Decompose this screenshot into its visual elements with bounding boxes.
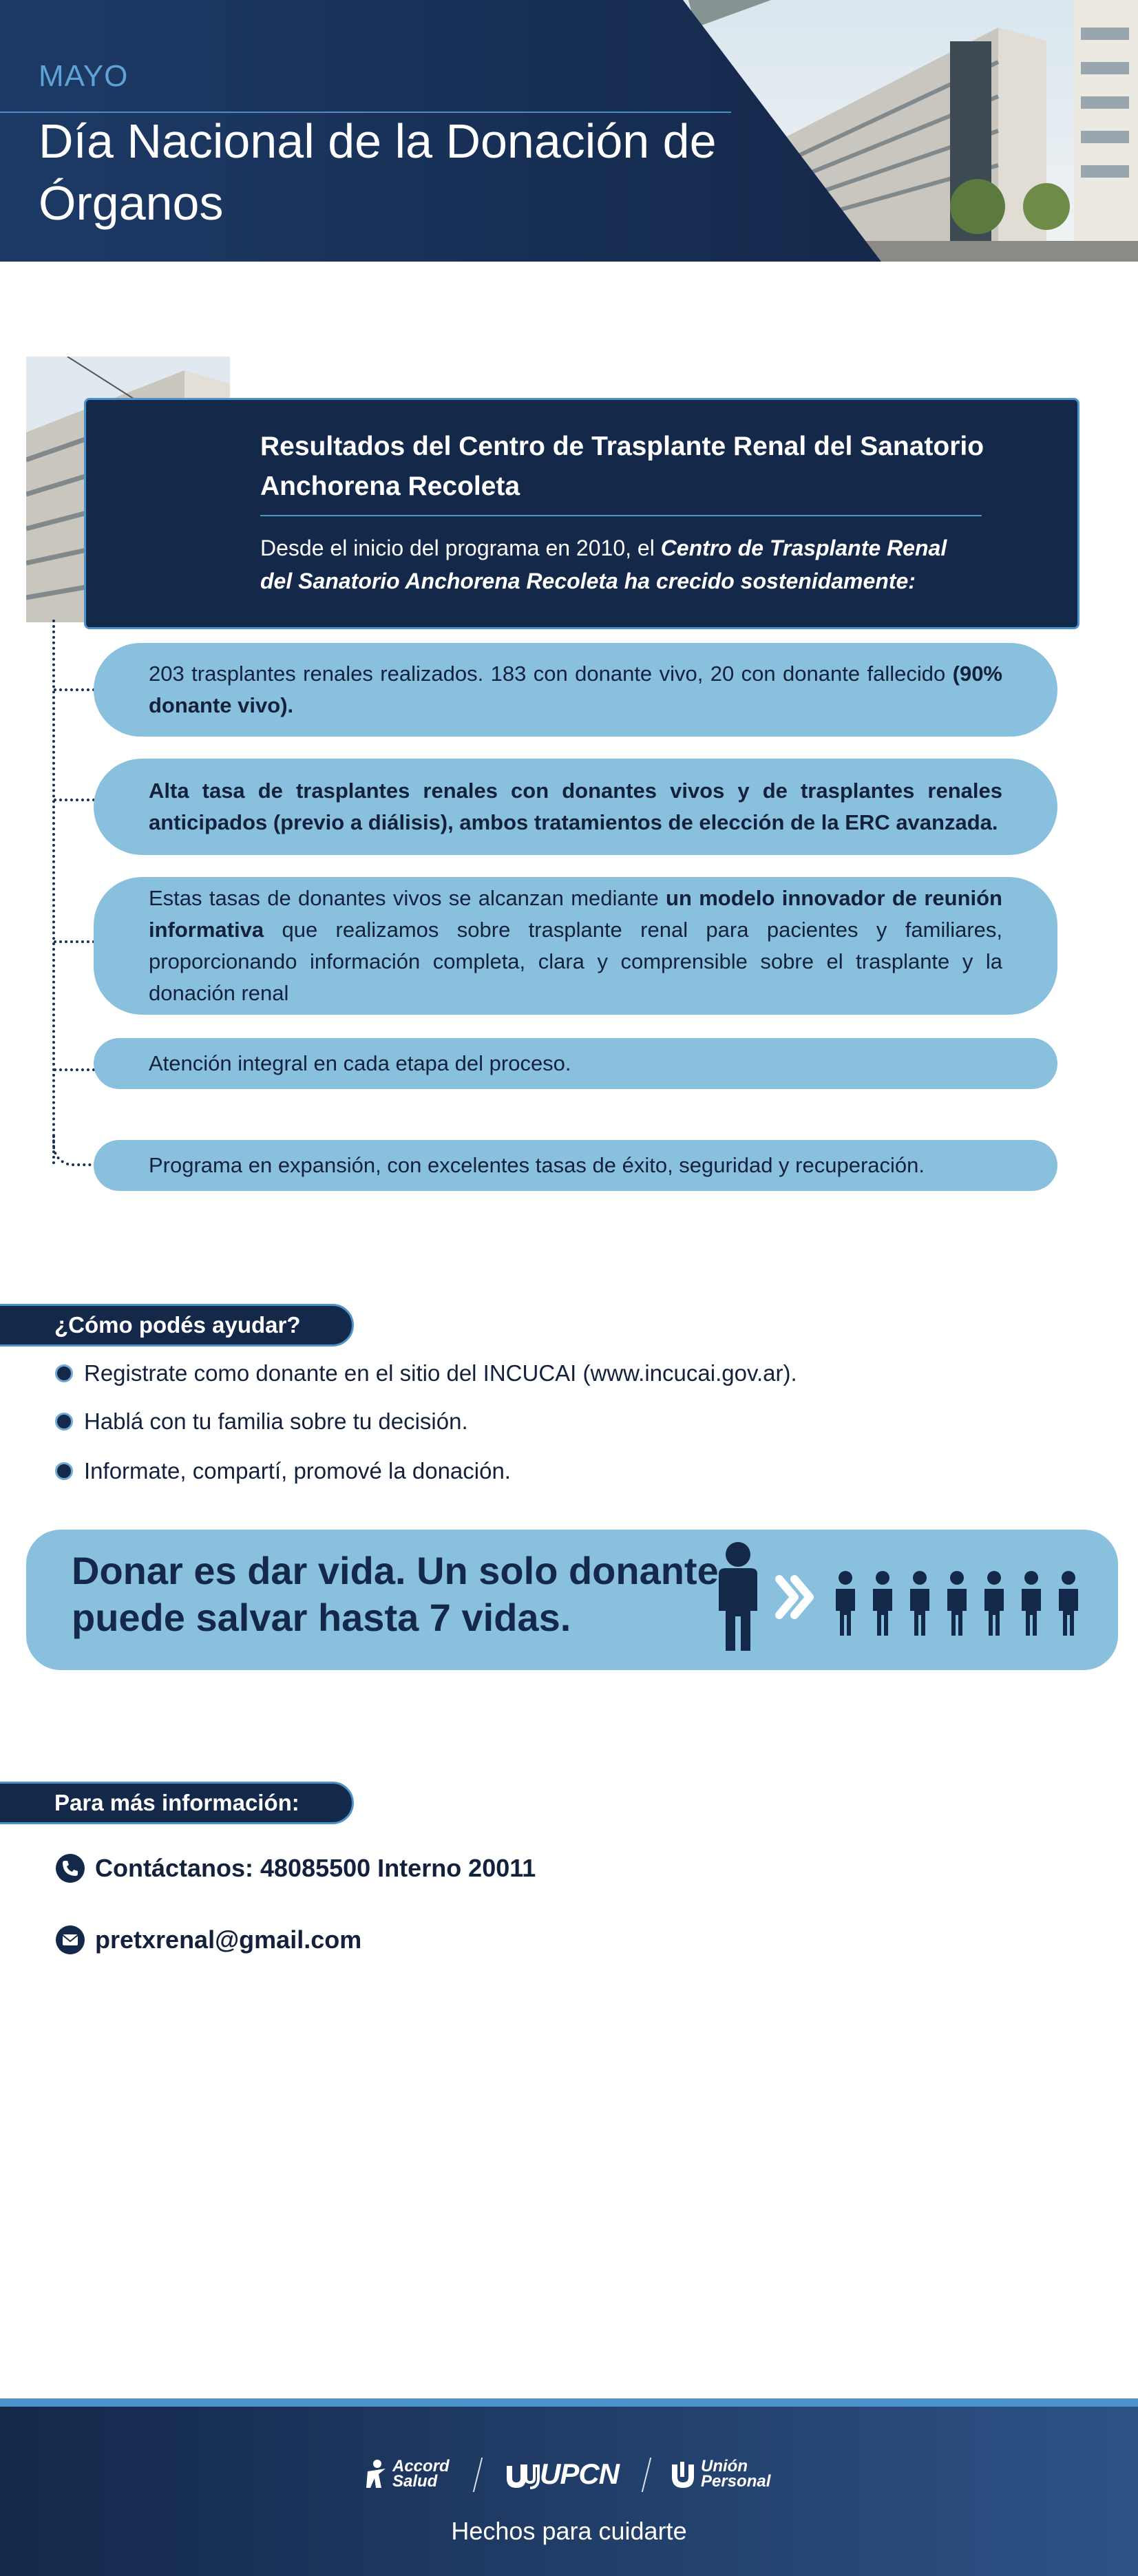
help-heading: ¿Cómo podés ayudar? bbox=[0, 1304, 354, 1347]
results-divider bbox=[260, 515, 982, 516]
brand-accord-line2: Salud bbox=[392, 2472, 438, 2491]
contact-email[interactable] bbox=[55, 1925, 361, 1955]
brand-upcn bbox=[504, 2453, 619, 2495]
upcn-logo-icon bbox=[504, 2459, 540, 2489]
result-item bbox=[94, 1038, 1057, 1089]
brand-union-personal bbox=[669, 2453, 770, 2495]
contact-heading: Para más información: bbox=[0, 1782, 354, 1824]
timeline-connector bbox=[54, 940, 95, 943]
contact-email-text: pretxrenal@gmail.com bbox=[95, 1925, 362, 1954]
timeline-connector bbox=[54, 1068, 95, 1071]
help-bullet bbox=[55, 1454, 511, 1488]
donor-graphic bbox=[709, 1535, 1095, 1659]
timeline-connector bbox=[54, 688, 95, 691]
result-bold: un modelo innovador de reunión informativa bbox=[149, 886, 1002, 942]
bullet-dot-icon bbox=[55, 1413, 73, 1430]
header bbox=[0, 0, 1138, 262]
person-icon bbox=[873, 1571, 892, 1636]
person-icon bbox=[910, 1571, 929, 1636]
brand-accord-line1: Accord bbox=[392, 2457, 450, 2475]
results-title: Resultados del Centro de Trasplante Renal del Sanatorio Anchorena Recoleta bbox=[260, 432, 984, 501]
result-text: que realizamos sobre trasplante renal para pacientes y familiares, proporcionando información completa, clara y comprensible sobre el trasplante y la donación renal bbox=[149, 918, 1002, 1005]
brand-union-line1: Unión bbox=[701, 2457, 748, 2475]
person-icon bbox=[984, 1571, 1004, 1636]
phone-icon bbox=[55, 1853, 85, 1883]
timeline-connector bbox=[54, 799, 95, 801]
bullet-dot-icon bbox=[55, 1364, 73, 1382]
result-bold: Alta tasa de trasplantes renales con donantes vivos y de trasplantes renales anticipados (previo a diálisis), ambos tratamientos de elección de la ERC avanzada. bbox=[149, 779, 1002, 834]
timeline-curve bbox=[52, 1136, 99, 1166]
result-bold: (90% donante vivo). bbox=[149, 662, 1002, 717]
bullet-dot-icon bbox=[55, 1462, 73, 1480]
help-bullet-text: Registrate como donante en el sitio del INCUCAI (www.incucai.gov.ar). bbox=[84, 1360, 797, 1386]
results-intro-emphasis: Centro de Trasplante Renal del Sanatorio Anchorena Recoleta ha crecido sostenidamente: bbox=[260, 536, 947, 593]
help-bullet bbox=[55, 1404, 468, 1439]
results-intro bbox=[260, 531, 976, 598]
union-personal-logo-icon bbox=[669, 2459, 697, 2489]
accord-logo-icon bbox=[365, 2459, 388, 2489]
contact-phone[interactable] bbox=[55, 1853, 536, 1883]
person-icon bbox=[1059, 1571, 1078, 1636]
result-item bbox=[94, 877, 1057, 1015]
person-icon bbox=[719, 1542, 757, 1651]
help-bullet bbox=[55, 1356, 797, 1391]
help-bullet-text: Informate, compartí, promové la donación. bbox=[84, 1458, 511, 1484]
contact-phone-text: Contáctanos: 48085500 Interno 20011 bbox=[95, 1854, 536, 1882]
result-text: Estas tasas de donantes vivos se alcanzan mediante bbox=[149, 886, 666, 910]
footer bbox=[0, 2398, 1138, 2576]
timeline-line bbox=[52, 620, 55, 1165]
result-text: Programa en expansión, con excelentes tasas de éxito, seguridad y recuperación. bbox=[149, 1153, 925, 1177]
result-item bbox=[94, 1140, 1057, 1191]
person-icon bbox=[836, 1571, 855, 1636]
results-intro-lead: Desde el inicio del programa en 2010, el bbox=[260, 536, 661, 560]
month-label: MAYO bbox=[39, 59, 129, 93]
help-bullet-text: Hablá con tu familia sobre tu decisión. bbox=[84, 1408, 468, 1434]
brand-accord-salud bbox=[365, 2453, 450, 2495]
envelope-icon bbox=[55, 1925, 85, 1955]
page-title: Día Nacional de la Donación de Órganos bbox=[39, 114, 717, 230]
footer-tagline: Hechos para cuidarte bbox=[451, 2517, 687, 2545]
result-item bbox=[94, 759, 1057, 855]
brand-upcn-text: UPCN bbox=[540, 2458, 620, 2490]
person-icon bbox=[1022, 1571, 1041, 1636]
banner-text: Donar es dar vida. Un solo donante puede salvar hasta 7 vidas. bbox=[72, 1549, 719, 1639]
result-text: 203 trasplantes renales realizados. 183 con donante vivo, 20 con donante fallecido bbox=[149, 662, 953, 686]
result-text: Atención integral en cada etapa del proceso. bbox=[149, 1051, 571, 1075]
person-icon bbox=[947, 1571, 967, 1636]
result-item bbox=[94, 643, 1057, 737]
brand-union-line2: Personal bbox=[701, 2472, 771, 2491]
double-chevron-right-icon bbox=[779, 1579, 810, 1615]
